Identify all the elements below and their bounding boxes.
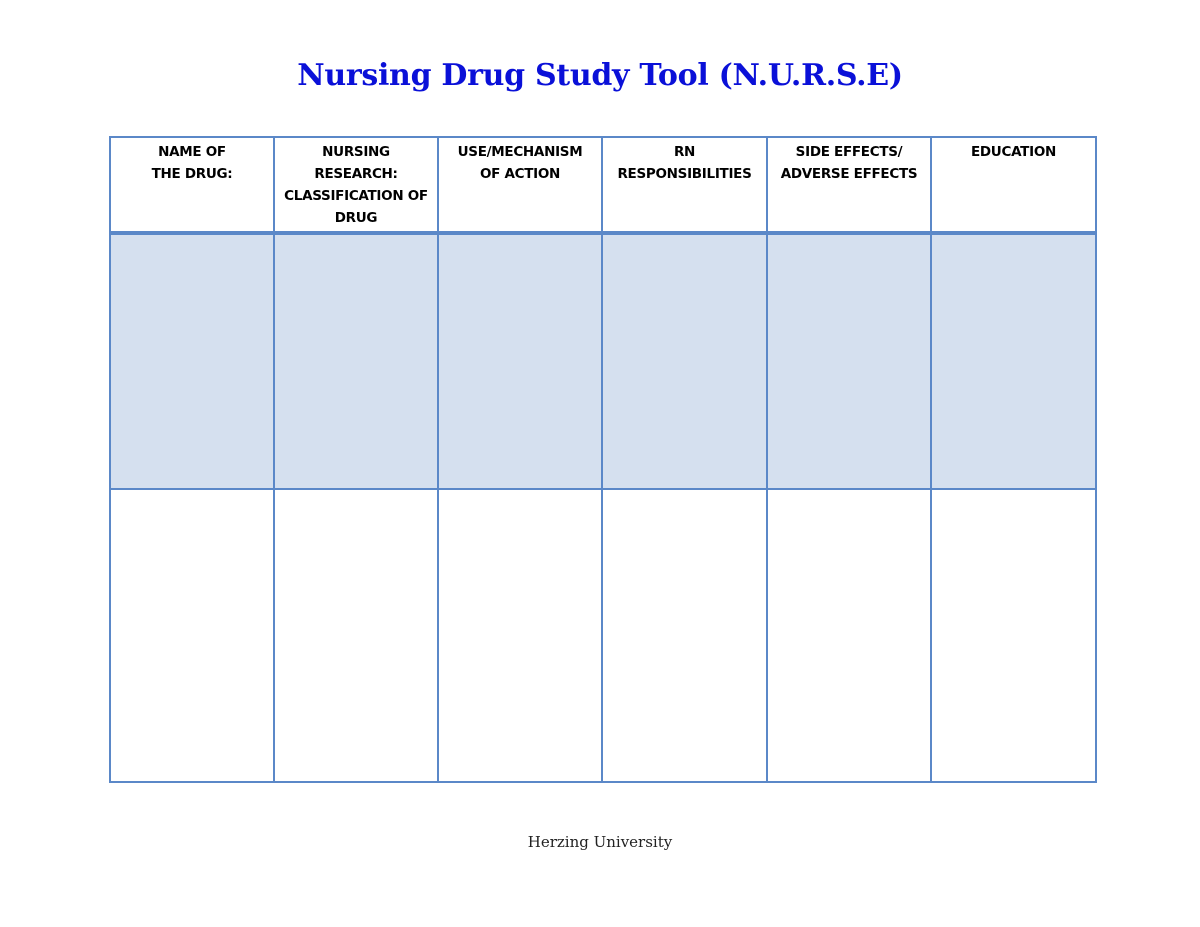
table-cell[interactable] <box>767 489 931 782</box>
header-cell-education <box>931 137 1096 233</box>
table-cell[interactable] <box>602 233 767 489</box>
footer-institution: Herzing University <box>527 833 673 851</box>
header-label: EDUCATION <box>970 144 1056 160</box>
header-cell-rn-responsibilities <box>602 137 767 233</box>
table-cell[interactable] <box>438 233 602 489</box>
table-cell[interactable] <box>274 233 438 489</box>
table-cell[interactable] <box>438 489 602 782</box>
table-cell[interactable] <box>110 233 274 489</box>
table-cell[interactable] <box>110 489 274 782</box>
table-cell[interactable] <box>767 233 931 489</box>
header-label: RN RESPONSIBILITIES <box>617 144 752 182</box>
table-cell[interactable] <box>931 489 1096 782</box>
page-title: Nursing Drug Study Tool (N.U.R.S.E) <box>297 58 903 93</box>
table-cell[interactable] <box>602 489 767 782</box>
table-row <box>110 489 1096 782</box>
header-label: SIDE EFFECTS/ ADVERSE EFFECTS <box>780 144 918 182</box>
table-row <box>110 233 1096 489</box>
table-header-row <box>110 137 1096 233</box>
header-cell-name-of-drug <box>110 137 274 233</box>
header-cell-mechanism <box>438 137 602 233</box>
header-cell-classification <box>274 137 438 233</box>
table-cell[interactable] <box>274 489 438 782</box>
header-label: USE/MECHANISM OF ACTION <box>457 144 583 182</box>
header-label: NAME OF THE DRUG: <box>151 144 233 182</box>
header-cell-side-effects <box>767 137 931 233</box>
table-cell[interactable] <box>931 233 1096 489</box>
header-label: NURSING RESEARCH: CLASSIFICATION OF DRUG <box>284 144 428 226</box>
drug-study-table <box>109 136 1097 783</box>
